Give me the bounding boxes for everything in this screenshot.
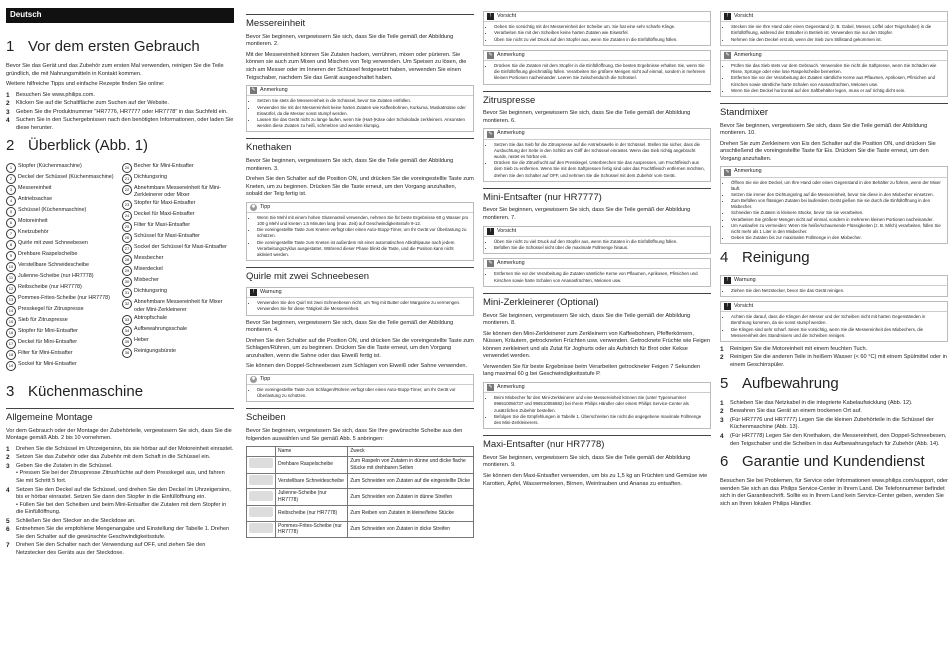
note-icon: ✎: [488, 260, 493, 267]
overview-item: 13 Pommes-Frites-Scheibe (nur HR7778): [6, 295, 118, 305]
list-item: 2 Bewahren Sie das Gerät an einem trockenen Ort auf.: [720, 408, 862, 416]
overview-item: 25 Filter für Maxi-Entsafter: [122, 222, 234, 232]
table-row: Reibscheibe (nur HR7778) Zum Reiben von Zutaten in kleine/feine Stücke: [247, 505, 474, 521]
note-box: ✎ Anmerkung • Entfernen Sie vor der Verarbeitung die Zutaten sämtliche Kerne von Pflaumen, Aprikosen, Pfirsichen und Kirschen sowie harte Schalen von Ananasfrüchten, Melonen usw.: [483, 258, 711, 287]
discs-table: Name Zweck Drehbare Raspelscheibe Zum Raspeln von Zutaten in dünne und dicke flache Stücke mit drehbaren Seiten Verstellbare Schneidescheibe Zum Schneiden von Zutaten auf die eingestellte Dicke Julienne-Scheibe (nur HR7778) Zum Schneiden von Zutaten in dünne Streifen Reibscheibe (nur HR7778) Zum Reiben von Zutaten in kleine/feine Stücke Pommes-Frites-Scheibe (nur HR7778) Zum Schneiden von Zutaten in dicke Streifen: [246, 446, 474, 538]
note-icon: ✎: [488, 51, 493, 58]
paragraph: Drehen Sie zum Zerkleinern von Eis den Schalter auf die Position ON, und drücken Sie anschließend die voreingestellte Taste für Eis. Drücken Sie die Taste erneut, um den Vorgang anzuhalten.: [720, 140, 936, 162]
overview-item: 27 Sockel der Schüssel für Maxi-Entsafter: [122, 244, 234, 254]
maxi-entsafter-heading: Maxi-Entsafter (nur HR7778): [483, 435, 711, 452]
s1-steps: [6, 92, 234, 133]
paragraph: Bevor Sie beginnen, vergewissern Sie sich, dass Sie die Teile gemäß der Abbildung montieren. 9.: [483, 454, 691, 469]
mini-zerkleinerer-heading: Mini-Zerkleinerer (Optional): [483, 293, 711, 310]
list-item: 5 Schließen Sie den Stecker an die Steckdose an.: [6, 517, 136, 525]
caution-icon: !: [487, 228, 494, 235]
caution-box: ! Vorsicht • Geben Sie vorsichtig mit der Messereinheit der Scheibe um. Sie hat eine sehr scharfe Klinge. • Verarbeiten Sie mit den Scheiben keine harten Zutaten wie Eiswürfel. • Üben Sie nicht zu viel Druck auf den Stopfer aus, wenn Sie Zutaten in die Einfüllöffnung füllen.: [483, 11, 711, 46]
paragraph: Bevor Sie beginnen, vergewissern Sie sich, dass Sie Ihre gewünschte Scheibe aus den folgenden auswählen und Sie gemäß Abb. 5 anbringen:: [246, 428, 463, 442]
caution-icon: !: [724, 303, 731, 310]
language-header: Deutsch: [6, 8, 234, 23]
section-3-heading: 3 Küchenmaschine: [6, 382, 144, 400]
knethaken-heading: Knethaken: [246, 138, 474, 155]
note-icon: ✎: [725, 51, 730, 58]
paragraph: Bevor Sie beginnen, vergewissern Sie sich, dass Sie die Teile gemäß der Abbildung montieren. 4.: [246, 319, 454, 334]
tip-box: ✱ Tipp • Wenn Sie Mehl mit einem hohen Glutenanteil verwenden, nehmen Sie für beste Ergebnisse 60 g Wasser pro 100 g Mehl und kneten 1,5 Minuten lang (max. Zeit) auf Geschwindigkeitsstufe 9-12. • Die voreingestellte Taste zum Kneten verfügt über einen Auto-Stopp-Timer, um Ihr Gerät vor Überlastung zu schützen. • Die voreingestellte Taste zum Kneten ist außerdem mit einer automatischen Abkühlpause nach jedem Verarbeitungszyklus ausgestattet. Während dieser Phase blinkt die Taste, und die Position kann nicht aktiviert werden.: [246, 202, 474, 261]
note-box: ✎ Anmerkung • Öffnen Sie nie den Deckel, um Ihre Hand oder einen Gegenstand in den Behälter zu führen, wenn der Mixer läuft. • Setzen Sie immer den Dichtungsring auf die Messereinheit, bevor Sie diese in den Mixbecher einsetzen. • Zum Befüllen von flüssigen Zutaten bei laufendem Gerät gießen Sie sie durch die Einfüllöffnung in den Mixbecher. • Schneiden Sie Zutaten in kleinere Stücke, bevor Sie sie verarbeiten. • Verarbeiten Sie größere Mengen nicht auf einmal, sondern in mehreren kleinen Portionen nacheinander. • Um Auslaufen zu vermeiden: Wenn Sie heiße/schaumende Flüssigkeiten (z. B. Milch) verarbeiten, füllen Sie nicht mehr als 1 Liter in den Mixbecher. • Geben Sie Zutaten bis zur maximalen Füllmenge in den Mixbecher.: [720, 166, 948, 244]
overview-item: 3 Messereinheit: [6, 185, 118, 195]
overview-item: 24 Deckel für Maxi-Entsafter: [122, 211, 234, 221]
tip-box: ✱ Tipp • Die voreingestellte Taste zum Schlagen/Rühren verfügt über einen Auto-Stopp-Timer, um Ihr Gerät vor Überlastung zu schützen.: [246, 374, 474, 403]
paragraph: Bevor Sie beginnen, vergewissern Sie sich, dass Sie die Teile gemäß der Abbildung montieren. 10.: [720, 122, 928, 137]
disc-image: [249, 507, 273, 517]
overview-item: 35 Heber: [122, 337, 234, 347]
list-item: 3 Geben Sie die Produktnummer "HR7776, HR7777 oder HR7778" in das Suchfeld ein.: [6, 108, 228, 116]
paragraph: Bevor Sie beginnen, vergewissern Sie sich, dass Sie die Teile gemäß der Abbildung montieren. 3.: [246, 157, 454, 172]
list-item: 1 Reinigen Sie die Motoreinheit mit einem feuchten Tuch.: [720, 345, 868, 353]
overview-item: 16 Stopfer für Mini-Entsafter: [6, 328, 118, 338]
overview-item: 29 Mixerdeckel: [122, 266, 234, 276]
list-item: 2 Klicken Sie auf die Schaltfläche zum Suchen auf der Website.: [6, 100, 169, 108]
paragraph: Bevor Sie beginnen, vergewissern Sie sich, dass Sie die Teile gemäß der Abbildung montieren. 7.: [483, 207, 691, 222]
note-icon: ✎: [251, 87, 256, 94]
list-item: 2 Setzen Sie das Zubehör oder das Zubehör mit dem Schaft in die Schüssel ein.: [6, 454, 211, 462]
overview-item: 7 Knetzubehör: [6, 229, 118, 239]
warning-box: ! Warnung • Verwenden Sie den Quirl mit zwei Schneebesen nicht, um Teig mit Butter oder Margarine zu vermengen. Verwenden Sie für diese Tätigkeit die Messereinheit.: [246, 287, 474, 316]
list-item: 1 Drehen Sie die Schüssel im Uhrzeigersinn, bis sie hörbar auf der Motoreinheit einrastet.: [6, 445, 234, 453]
paragraph: Sie können den Doppel-Schneebesen zum Schlagen von Eiweiß oder Sahne verwenden.: [246, 363, 468, 370]
overview-item: 20 Becher für Mini-Entsafter: [122, 163, 234, 173]
column-2: [246, 8, 474, 538]
list-item: 3 Geben Sie die Zutaten in die Schüssel. • Pressen Sie bei der Zitruspresse Zitrusfrüchte auf dem Presskegel aus, und fahren Sie mit Schritt 5 fort.: [6, 462, 225, 485]
paragraph: Sie können den Maxi-Entsafter verwenden, um bis zu 1,5 kg an Früchten und Gemüse wie Karotten, Äpfel, Wassermelonen, Birnen, Weintrauben und Ananas zu entsaften.: [483, 472, 708, 487]
overview-item: 19 Sockel für Mini-Entsafter: [6, 361, 118, 371]
overview-item: 22 Abnehmbare Messereinheit für Mini-Zerkleinerer oder Mixer: [122, 185, 234, 200]
paragraph: Bevor Sie beginnen, vergewissern Sie sich, dass Sie die Teile gemäß der Abbildung montieren. 8.: [483, 312, 691, 327]
mini-entsafter-heading: Mini-Entsafter (nur HR7777): [483, 188, 711, 205]
overview-item: 33 Abtropfschale: [122, 315, 234, 325]
overview-item: 31 Dichtungsring: [122, 288, 234, 298]
note-box: ✎ Anmerkung • Setzen Sie stets die Messereinheit in die Schüssel, bevor Sie Zutaten einfüllen. • Verwenden Sie mit der Messereinheit keine harten Zutaten wie Kaffeebohnen, Kurkuma, Muskatnüsse oder Eiswürfel, da die Messer sonst stumpf werden. • Lassen Sie das Gerät nicht zu lange laufen, wenn Sie (Hart-)Käse oder Schokolade zerkleinern. Ansonsten werden diese Zutaten zu heiß, schmelzen und werden klumpig.: [246, 85, 474, 132]
caution-icon: !: [487, 13, 494, 20]
s5-steps: [720, 400, 948, 448]
overview-item: 30 Mixbecher: [122, 277, 234, 287]
overview-item: 8 Quirle mit zwei Schneebesen: [6, 240, 118, 250]
note-box: ✎ Anmerkung • Prüfen Sie das Sieb stets vor dem Gebrauch. Verwenden Sie nicht die Saftpresse, wenn Sie Schäden wie Risse, Sprünge oder eine lose Raspelscheibe bemerken. • Entfernen Sie vor der Verarbeitung der Zutaten sämtliche Kerne aus Pflaumen, Aprikosen, Pfirsichen und Kirschen sowie sämtliche harte Schalen von Ananasfrüchten, Melonen usw. • Wenn Sie den Deckel horizontal auf den Saftbehälter legen, muss er auf richtig dicht sein.: [720, 50, 948, 97]
disc-image: [249, 458, 273, 468]
overview-item: 14 Presskegel für Zitruspresse: [6, 306, 118, 316]
column-3: [483, 8, 711, 491]
overview-item: 36 Reinigungsbürste: [122, 348, 234, 358]
overview-item: 23 Stopfer für Maxi-Entsafter: [122, 200, 234, 210]
list-item: 2 Reinigen Sie die anderen Teile in heißem Wasser (< 60 °C) mit einem Spülmittel oder in einem Geschirrspüler.: [720, 354, 947, 368]
paragraph: Bevor Sie beginnen, vergewissern Sie sich, dass Sie die Teile gemäß der Abbildung montieren. 2.: [246, 33, 454, 48]
list-item: 1 Besuchen Sie www.philips.com.: [6, 91, 95, 99]
standmixer-heading: Standmixer: [720, 103, 948, 120]
overview-item: 10 Verstellbare Schneidescheibe: [6, 262, 118, 272]
overview-item: 26 Schüssel für Maxi-Entsafter: [122, 233, 234, 243]
overview-item: 6 Motoreinheit: [6, 218, 118, 228]
overview-item: 17 Deckel für Mini-Entsafter: [6, 339, 118, 349]
paragraph: Sie können den Mini-Zerkleinerer zum Zerkleinern von Kaffeebohnen, Pfefferkörnern, Nüssen, Kräutern, getrockneten Früchten usw. verwenden. Getrocknete Früchte wie Feigen können zerkleinert und als Zutat für Joghurts oder als Aufstrich für Brot oder Kekse verwendet werden.: [483, 330, 710, 360]
warning-icon: !: [724, 277, 731, 284]
list-item: 4 Suchen Sie in den Suchergebnissen nach den benötigten Informationen, oder laden Sie diese herunter.: [6, 117, 234, 131]
paragraph: Bevor Sie beginnen, vergewissern Sie sich, dass Sie die Teile gemäß der Abbildung montieren. 6.: [483, 110, 691, 124]
overview-item: 1 Stopfer (Küchenmaschine): [6, 163, 118, 173]
overview-item: 11 Julienne-Scheibe (nur HR7778): [6, 273, 118, 283]
s4-steps: [720, 346, 948, 370]
section-1-heading: 1 Vor dem ersten Gebrauch: [6, 37, 200, 55]
overview-item: 15 Sieb für Zitruspresse: [6, 317, 118, 327]
section-6-heading: 6 Garantie und Kundendienst: [720, 453, 925, 471]
note-icon: ✎: [488, 384, 493, 391]
s3-steps: [6, 446, 234, 558]
table-row: Drehbare Raspelscheibe Zum Raspeln von Zutaten in dünne und dicke flache Stücke mit drehbaren Seiten: [247, 457, 474, 474]
list-item: 6 Entnehmen Sie die empfohlene Mengenangabe und Einstellung der Tabelle 1. Drehen Sie den Schalter auf die gewünschte Geschwindigkeitsstufe.: [6, 526, 230, 540]
column-4: [720, 8, 948, 511]
paragraph: Verwenden Sie für beste Ergebnisse beim Verarbeiten getrockneter Feigen 7 Sekunden lang maximal 60 g bei Geschwindigkeitsstufe P.: [483, 363, 701, 378]
note-box: ✎ Anmerkung • Beim Mixbecher für den Mini-Zerkleinerer und eine Messereinheit können Sie (unter Typennummer 996510056737 und 996510056882) bei Ihrem Philips Händler oder einem Philips Service-Center als zusätzlichen Zubehör bestellen. • Befolgen Sie die Empfehlungen in Tabelle 1. Überschreiten Sie nicht die angegebene maximale Füllmenge des Mini-Zerkleinerers.: [483, 382, 711, 429]
overview-item: 28 Messbecher: [122, 255, 234, 265]
lightbulb-icon: ✱: [251, 375, 256, 382]
scheiben-heading: Scheiben: [246, 408, 474, 425]
s1-intro: Bevor Sie das Gerät und das Zubehör zum ersten Mal verwenden, reinigen Sie die Teile gründlich, die mit Nahrungsmitteln in Kontakt kommen.: [6, 63, 224, 77]
s3-intro: Vor dem Gebrauch oder der Montage der Zubehörteile, vergewissern Sie sich, dass Sie die Montage gemäß Abb. 2 bis 10 vornehmen.: [6, 427, 232, 442]
warning-box: ! Warnung • Ziehen Sie den Netzstecker, bevor Sie das Gerät reinigen.: [720, 275, 948, 297]
list-item: 4 (Für HR7778) Legen Sie den Knethaken, die Messereinheit, den Doppel-Schneebesen, den Teigschaber und die Scheiben in das Aufbewahrungsfach für Zubehör (Abb. 14).: [720, 432, 947, 447]
note-icon: ✎: [725, 168, 730, 175]
caution-icon: !: [724, 13, 731, 20]
overview-list: [6, 163, 234, 372]
overview-item: 2 Deckel der Schüssel (Küchenmaschine): [6, 174, 118, 184]
caution-box: ! Vorsicht • Üben Sie nicht zu viel Druck auf den Stopfer aus, wenn Sie Zutaten in die Einfüllöffnung füllen. • Befüllen Sie die Schüssel nicht über die maximale Füllmenge hinaus.: [483, 226, 711, 255]
disc-image: [249, 491, 273, 501]
zitruspresse-heading: Zitruspresse: [483, 91, 711, 108]
section-4-heading: 4 Reinigung: [720, 249, 810, 267]
list-item: 1 Schieben Sie das Netzkabel in die integrierte Kabelaufwicklung (Abb. 12).: [720, 399, 913, 407]
note-box: ✎ Anmerkung • Drücken Sie die Zutaten mit dem Stopfer in die Einfüllöffnung. Die besten Ergebnisse erhalten Sie, wenn Sie die Einfüllöffnung gleichmäßig füllen. Verarbeiten Sie größere Mengen nicht auf einmal, sondern in mehreren kleinen Portionen nacheinander. Leeren Sie zwischendurch die Schüssel.: [483, 50, 711, 85]
lightbulb-icon: ✱: [251, 203, 256, 210]
overview-item: 4 Antriebsachse: [6, 196, 118, 206]
messereinheit-heading: Messereinheit: [246, 14, 474, 31]
paragraph: Drehen Sie den Schalter auf die Position ON, und drücken Sie die voreingestellte Taste zum Schlagen/Rühren, um zu beginnen. Drücken Sie die Taste erneut, um den Vorgang anzuhalten, wenn die Sahne oder das Eiweiß fertig ist.: [246, 337, 474, 359]
overview-item: 21 Dichtungsring: [122, 174, 234, 184]
overview-item: 12 Reibscheibe (nur HR7778): [6, 284, 118, 294]
overview-item: 34 Aufbewahrungsschale: [122, 326, 234, 336]
overview-item: 9 Drehbare Raspelscheibe: [6, 251, 118, 261]
disc-image: [249, 523, 273, 533]
column-1: [6, 8, 234, 560]
table-row: Julienne-Scheibe (nur HR7778) Zum Schneiden von Zutaten in dünne Streifen: [247, 489, 474, 506]
table-row: Verstellbare Schneidescheibe Zum Schneiden von Zutaten auf die eingestellte Dicke: [247, 473, 474, 489]
disc-image: [249, 475, 273, 485]
s1-online: Weitere hilfreiche Tipps und einfache Rezepte finden Sie online:: [6, 81, 165, 88]
caution-box: ! Vorsicht • Achten Sie darauf, dass die Klingen der Messer und der Scheiben nicht mit harten Gegenständen in Berührung kommen, da sie sonst stumpf werden. • Die Klingen sind sehr scharf. Seien Sie vorsichtig, wenn Sie die Messereinheit des Mixbechers, die Messereinheit des Standmixers und die Scheiben reinigen.: [720, 301, 948, 342]
section-5-heading: 5 Aufbewahrung: [720, 374, 839, 392]
caution-box: ! Vorsicht • Stecken Sie nie Ihre Hand oder einen Gegenstand (z. B. Gabel, Messer, Löffel oder Teigschaber) in die Einfüllöffnung, während der Entsafter in Betrieb ist. Verwenden Sie nur den Stopfer. • Nehmen Sie den Deckel erst ab, wenn der Sieb zum Stillstand gekommen ist.: [720, 11, 948, 46]
list-item: 3 (Für HR7776 und HR7777) Legen Sie die kleinen Zubehörteile in die Schüssel der Küchenmaschine (Abb. 13).: [720, 416, 934, 431]
quirle-heading: Quirle mit zwei Schneebesen: [246, 267, 474, 284]
note-icon: ✎: [488, 130, 493, 137]
table-row: Pommes-Frites-Scheibe (nur HR7778) Zum Schneiden von Zutaten in dicke Streifen: [247, 521, 474, 538]
paragraph: Besuchen Sie bei Problemen, für Service oder Informationen www.philips.com/support, oder wenden Sie sich an das Philips Service-Center in Ihrem Land. Die Telefonnummer befindet sich in der Garantieschrift. Sollte es in Ihrem Land kein Service-Center geben, wenden Sie sich an Ihren lokalen Philips Händler.: [720, 478, 948, 507]
warning-icon: !: [250, 289, 257, 296]
overview-item: 32 Abnehmbare Messereinheit für Mixer oder Mini-Zerkleinerer: [122, 299, 234, 314]
paragraph: Drehen Sie den Schalter auf die Position ON, und drücken Sie die voreingestellte Taste zum Kneten, um zu beginnen. Drücken Sie die Taste erneut, um den Vorgang anzuhalten, sobald der Teig fertig ist.: [246, 176, 474, 198]
section-2-heading: 2 Überblick (Abb. 1): [6, 137, 149, 155]
overview-item: 18 Filter für Mini-Entsafter: [6, 350, 118, 360]
overview-item: 5 Schüssel (Küchenmaschine): [6, 207, 118, 217]
general-assembly-heading: Allgemeine Montage: [6, 408, 234, 425]
list-item: 4 Setzen Sie den Deckel auf die Schüssel, und drehen Sie den Deckel im Uhrzeigersinn, bis er hörbar einrastet. Setzen Sie dann den Stopfer in die Einfüllöffnung ein. • Füllen Sie bei den Scheiben und beim Mini-Entsafter die Zutaten mit dem Stopfer in die Einfüllöffnung.: [6, 486, 231, 516]
paragraph: Mit der Messereinheit können Sie Zutaten hacken, verrühren, mixen oder pürieren. Sie können sie auch zum Mixen und Mischen von Teig verwenden. Um Speisen zu lösen, die sich am Messer oder im Inneren der Schüssel festgesetzt haben, verwenden Sie einen Teigschaber, nachdem Sie das Gerät ausgeschaltet haben.: [246, 51, 467, 81]
list-item: 7 Drehen Sie den Schalter nach der Verwendung auf OFF, und ziehen Sie den Netzstecker des Geräts aus der Steckdose.: [6, 542, 206, 556]
note-box: ✎ Anmerkung • Setzen Sie das Sieb für die Zitruspresse auf die Antriebswelle in der Schüssel. Stellen Sie sicher, dass die Ausbuchtung der Seite in den Schlitz am Griff der Schüssel einrastet. Wenn das Sieb richtig angebracht wurde, rastet es hörbar ein. • Drücken Sie die Zitrusfrucht auf den Presskegel. Unterbrechen Sie das Auspressen, um Fruchtfleisch aus dem Sieb zu entfernen. Wenn Sie mit dem Saftpressen fertig sind oder das Fruchtfleisch entfernen möchten, drehen Sie den Schalter auf OFF, und nehmen Sie die Schüssel mit dem Zubehör vom Gerät.: [483, 128, 711, 181]
